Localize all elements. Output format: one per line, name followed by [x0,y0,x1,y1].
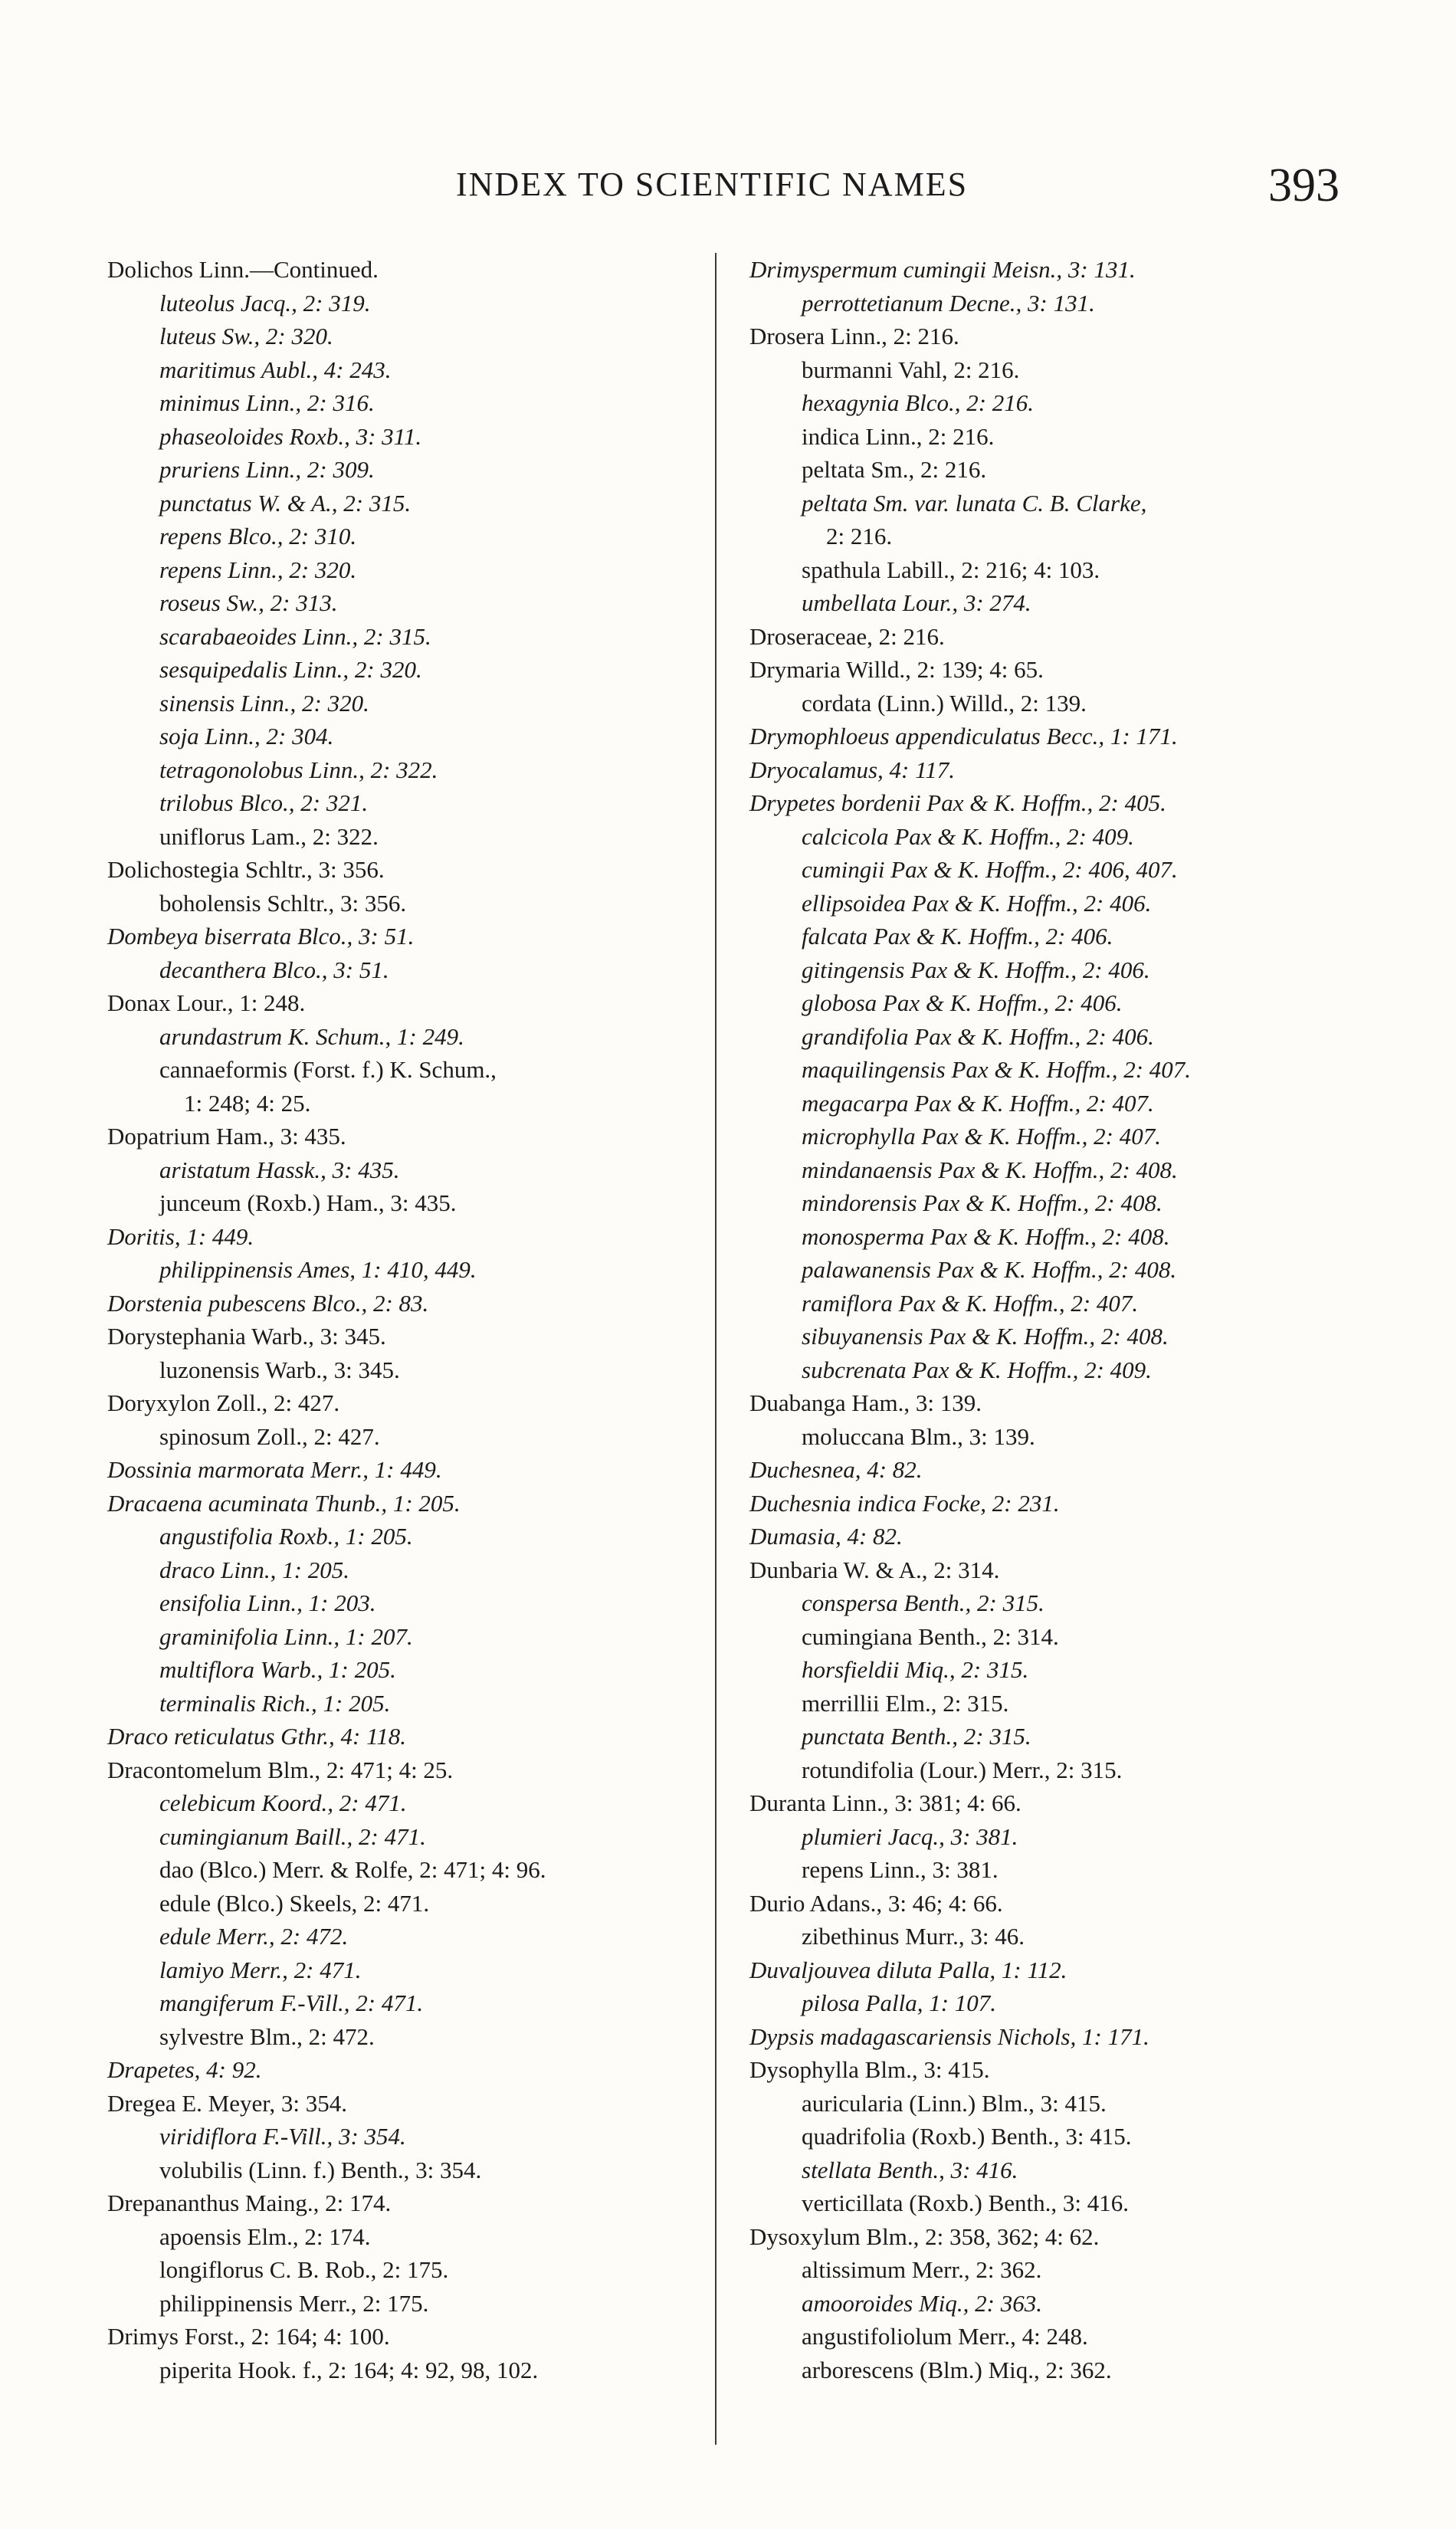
index-entry-main: Drepananthus Maing., 2: 174. [107,2190,392,2216]
index-entry-main: Dorstenia pubescens Blco., 2: 83. [107,1289,429,1317]
page-number: 393 [1268,159,1340,212]
index-entry-main: Duabanga Ham., 3: 139. [749,1389,982,1416]
index-entry-sub: luteus Sw., 2: 320. [159,323,333,349]
index-entry-sub: terminalis Rich., 1: 205. [159,1689,391,1717]
index-entry-sub: angustifoliolum Merr., 4: 248. [802,2323,1088,2350]
column-divider [715,253,717,2445]
index-entry-sub: maritimus Aubl., 4: 243. [159,356,392,383]
index-entry-main: Dunbaria W. & A., 2: 314. [749,1556,1000,1583]
index-entry-sub: ellipsoidea Pax & K. Hoffm., 2: 406. [802,889,1152,917]
index-entry-main: Donax Lour., 1: 248. [107,989,306,1016]
index-entry-main: Drymophloeus appendiculatus Becc., 1: 171. [749,723,1178,750]
index-entry-sub: angustifolia Roxb., 1: 205. [159,1523,413,1550]
index-entry-sub: umbellata Lour., 3: 274. [802,589,1031,616]
index-entry-sub: luzonensis Warb., 3: 345. [159,1356,400,1383]
index-entry-sub: palawanensis Pax & K. Hoffm., 2: 408. [802,1256,1177,1283]
index-entry-sub: pilosa Palla, 1: 107. [802,1989,997,2016]
index-entry-sub: perrottetianum Decne., 3: 131. [802,289,1095,317]
index-entry-sub: dao (Blco.) Merr. & Rolfe, 2: 471; 4: 96. [159,1856,546,1883]
index-entry-sub: mindorensis Pax & K. Hoffm., 2: 408. [802,1189,1163,1216]
index-entry-sub: falcata Pax & K. Hoffm., 2: 406. [802,923,1113,950]
index-entry-sub: sibuyanensis Pax & K. Hoffm., 2: 408. [802,1323,1169,1350]
index-entry-main: Duvaljouvea diluta Palla, 1: 112. [749,1956,1067,1983]
index-entry-sub: viridiflora F.-Vill., 3: 354. [159,2123,406,2150]
index-entry-sub: pruriens Linn., 2: 309. [159,456,375,483]
index-entry-sub: edule Merr., 2: 472. [159,1923,349,1950]
index-entry-sub: punctatus W. & A., 2: 315. [159,489,412,517]
index-entry-main: Dysophylla Blm., 3: 415. [749,2056,990,2083]
index-entry-sub: maquilingensis Pax & K. Hoffm., 2: 407. [802,1056,1192,1083]
index-entry-sub: cumingii Pax & K. Hoffm., 2: 406, 407. [802,856,1178,883]
page-header [0,159,1456,234]
index-entry-sub: horsfieldii Miq., 2: 315. [802,1656,1029,1683]
index-entry-sub: multiflora Warb., 1: 205. [159,1656,396,1683]
index-entry-main: Dumasia, 4: 82. [749,1523,903,1550]
index-entry-sub: graminifolia Linn., 1: 207. [159,1622,413,1650]
index-entry-sub: spinosum Zoll., 2: 427. [159,1422,380,1450]
index-entry-sub: altissimum Merr., 2: 362. [802,2256,1042,2283]
index-entry-sub: megacarpa Pax & K. Hoffm., 2: 407. [802,1089,1154,1117]
index-entry-sub: hexagynia Blco., 2: 216. [802,389,1035,416]
index-entry-sub: apoensis Elm., 2: 174. [159,2222,371,2250]
index-entry-sub: longiflorus C. B. Rob., 2: 175. [159,2256,449,2283]
index-entry-main: Dombeya biserrata Blco., 3: 51. [107,923,415,950]
index-entry-sub: philippinensis Ames, 1: 410, 449. [159,1256,477,1283]
index-entry-main: Dysoxylum Blm., 2: 358, 362; 4: 62. [749,2222,1100,2250]
index-entry-main: Drimyspermum cumingii Meisn., 3: 131. [749,256,1136,283]
index-entry-main: Draco reticulatus Gthr., 4: 118. [107,1723,407,1750]
index-entry-sub: rotundifolia (Lour.) Merr., 2: 315. [802,1756,1123,1783]
index-entry-sub: ramiflora Pax & K. Hoffm., 2: 407. [802,1289,1139,1317]
index-entry-sub: amooroides Miq., 2: 363. [802,2289,1042,2317]
index-entry-main: Droseraceae, 2: 216. [749,622,945,650]
index-entry-sub: junceum (Roxb.) Ham., 3: 435. [159,1189,457,1216]
index-entry-sub: cumingiana Benth., 2: 314. [802,1622,1059,1650]
index-entry-sub: scarabaeoides Linn., 2: 315. [159,622,431,650]
index-entry-sub: arborescens (Blm.) Miq., 2: 362. [802,2356,1112,2383]
index-entry-sub: conspersa Benth., 2: 315. [802,1589,1044,1616]
index-entry-sub: quadrifolia (Roxb.) Benth., 3: 415. [802,2123,1132,2150]
index-entry-sub: subcrenata Pax & K. Hoffm., 2: 409. [802,1356,1152,1383]
index-entry-sub: tetragonolobus Linn., 2: 322. [159,756,438,783]
index-entry-main: Duchesnia indica Focke, 2: 231. [749,1489,1060,1517]
index-entry-main: Dracontomelum Blm., 2: 471; 4: 25. [107,1756,454,1783]
index-entry-sub: ensifolia Linn., 1: 203. [159,1589,376,1616]
index-entry-sub: indica Linn., 2: 216. [802,422,995,450]
index-entry-sub: sesquipedalis Linn., 2: 320. [159,656,422,683]
index-entry-sub: spathula Labill., 2: 216; 4: 103. [802,556,1100,583]
index-entry-continuation: 1: 248; 4: 25. [184,1089,311,1117]
index-entry-sub: burmanni Vahl, 2: 216. [802,356,1020,383]
index-entry-sub: mindanaensis Pax & K. Hoffm., 2: 408. [802,1156,1178,1183]
index-entry-sub: piperita Hook. f., 2: 164; 4: 92, 98, 102. [159,2356,539,2383]
index-entry-sub: microphylla Pax & K. Hoffm., 2: 407. [802,1123,1161,1150]
index-entry-sub: moluccana Blm., 3: 139. [802,1422,1035,1450]
index-entry-main: Drosera Linn., 2: 216. [749,323,959,349]
index-entry-sub: sinensis Linn., 2: 320. [159,689,369,717]
index-entry-sub: decanthera Blco., 3: 51. [159,956,389,983]
index-entry-sub: globosa Pax & K. Hoffm., 2: 406. [802,989,1123,1016]
index-entry-sub: celebicum Koord., 2: 471. [159,1789,407,1816]
index-entry-main: Drimys Forst., 2: 164; 4: 100. [107,2323,390,2350]
index-entry-main: Dolichos Linn.—Continued. [107,256,379,283]
index-entry-main: Duchesnea, 4: 82. [749,1456,923,1483]
index-entry-sub: cannaeformis (Forst. f.) K. Schum., [159,1056,497,1083]
index-entry-sub: cordata (Linn.) Willd., 2: 139. [802,689,1087,717]
index-entry-main: Dypsis madagascariensis Nichols, 1: 171. [749,2022,1149,2050]
index-entry-main: Dossinia marmorata Merr., 1: 449. [107,1456,442,1483]
index-entry-sub: monosperma Pax & K. Hoffm., 2: 408. [802,1222,1170,1250]
index-entry-sub: auricularia (Linn.) Blm., 3: 415. [802,2089,1107,2117]
index-entry-sub: peltata Sm. var. lunata C. B. Clarke, [802,489,1147,517]
index-entry-sub: repens Linn., 3: 381. [802,1856,999,1883]
index-entry-continuation: 2: 216. [826,523,893,549]
index-entry-sub: trilobus Blco., 2: 321. [159,789,369,816]
index-entry-sub: uniflorus Lam., 2: 322. [159,822,379,850]
index-entry-sub: aristatum Hassk., 3: 435. [159,1156,400,1183]
index-entry-sub: philippinensis Merr., 2: 175. [159,2289,429,2317]
index-entry-sub: minimus Linn., 2: 316. [159,389,375,416]
index-entry-sub: draco Linn., 1: 205. [159,1556,349,1583]
index-entry-sub: verticillata (Roxb.) Benth., 3: 416. [802,2190,1130,2216]
index-entry-sub: stellata Benth., 3: 416. [802,2156,1018,2183]
index-entry-sub: merrillii Elm., 2: 315. [802,1689,1009,1717]
index-entry-sub: gitingensis Pax & K. Hoffm., 2: 406. [802,956,1150,983]
index-entry-sub: calcicola Pax & K. Hoffm., 2: 409. [802,822,1134,850]
index-entry-sub: plumieri Jacq., 3: 381. [802,1822,1018,1850]
index-column-right [749,253,1370,2386]
index-entry-main: Drypetes bordenii Pax & K. Hoffm., 2: 405. [749,789,1166,816]
index-entry-sub: zibethinus Murr., 3: 46. [802,1923,1025,1950]
index-entry-sub: volubilis (Linn. f.) Benth., 3: 354. [159,2156,482,2183]
index-entry-sub: edule (Blco.) Skeels, 2: 471. [159,1889,430,1917]
index-entry-main: Dopatrium Ham., 3: 435. [107,1123,346,1150]
index-entry-sub: soja Linn., 2: 304. [159,723,334,750]
index-column-left [107,253,728,2386]
index-entry-sub: repens Linn., 2: 320. [159,556,357,583]
index-entry-main: Duranta Linn., 3: 381; 4: 66. [749,1789,1021,1816]
index-entry-main: Durio Adans., 3: 46; 4: 66. [749,1889,1003,1917]
index-entry-main: Dracaena acuminata Thunb., 1: 205. [107,1489,461,1517]
index-entry-sub: roseus Sw., 2: 313. [159,589,338,616]
index-entry-sub: mangiferum F.-Vill., 2: 471. [159,1989,424,2016]
index-entry-sub: cumingianum Baill., 2: 471. [159,1822,426,1850]
index-entry-sub: boholensis Schltr., 3: 356. [159,889,407,917]
index-entry-sub: arundastrum K. Schum., 1: 249. [159,1022,464,1050]
index-entry-main: Dryocalamus, 4: 117. [749,756,956,783]
index-entry-sub: luteolus Jacq., 2: 319. [159,289,371,317]
index-entry-sub: lamiyo Merr., 2: 471. [159,1956,362,1983]
index-entry-main: Dolichostegia Schltr., 3: 356. [107,856,385,883]
index-entry-main: Dregea E. Meyer, 3: 354. [107,2089,347,2117]
index-entry-main: Drapetes, 4: 92. [107,2056,262,2083]
index-entry-main: Doryxylon Zoll., 2: 427. [107,1389,340,1416]
index-entry-main: Drymaria Willd., 2: 139; 4: 65. [749,656,1044,683]
index-entry-sub: sylvestre Blm., 2: 472. [159,2022,375,2050]
index-entry-sub: peltata Sm., 2: 216. [802,456,987,483]
index-entry-sub: punctata Benth., 2: 315. [802,1723,1031,1750]
index-entry-sub: repens Blco., 2: 310. [159,523,357,549]
index-entry-sub: phaseoloides Roxb., 3: 311. [159,422,422,450]
index-entry-main: Doritis, 1: 449. [107,1222,254,1250]
index-entry-main: Dorystephania Warb., 3: 345. [107,1323,386,1350]
running-title: INDEX TO SCIENTIFIC NAMES [456,166,969,203]
index-entry-sub: grandifolia Pax & K. Hoffm., 2: 406. [802,1022,1154,1050]
